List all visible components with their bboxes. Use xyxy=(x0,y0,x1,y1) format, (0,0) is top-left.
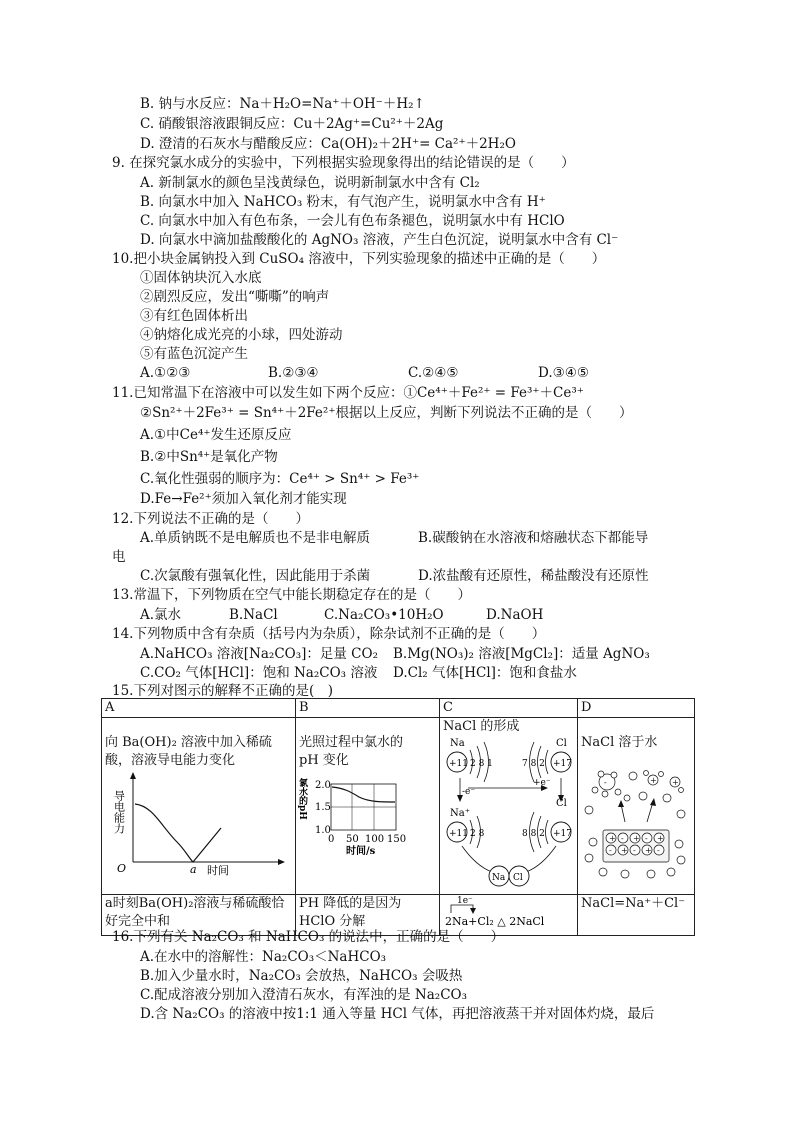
cl-ion-nucleus-label: +17 xyxy=(553,829,572,839)
explain-d-text: NaCl=Na⁺＋Cl⁻ xyxy=(581,896,686,911)
figure-d-caption: NaCl 溶于水 xyxy=(581,735,658,750)
explain-d xyxy=(578,895,695,936)
x-tick: 50 xyxy=(346,834,359,845)
nacl-formation-diagram xyxy=(440,736,578,888)
option-8b: B. 钠与水反应：Na＋H₂O=Na⁺＋OH⁻＋H₂↑ xyxy=(140,96,425,112)
cl-ion-shells: 8 8 2 xyxy=(522,829,545,839)
question-10: 10.把小块金属钠投入到 CuSO₄ 溶液中，下列实验现象的描述中正确的是（ ） xyxy=(112,251,606,267)
ph-curve xyxy=(332,787,395,802)
point-a-label: a xyxy=(190,863,197,876)
option-14b: B.Mg(NO₃)₂ 溶液[MgCl₂]：适量 AgNO₃ xyxy=(393,646,650,662)
electron-transfer-equation xyxy=(443,895,573,929)
na-ion-label: Na⁺ xyxy=(450,808,470,819)
explain-b-line1: PH 降低的是因为 xyxy=(299,896,402,911)
option-10a: A.①②③ xyxy=(140,365,191,381)
option-9b: B. 向氯水中加入 NaHCO₃ 粉末，有气泡产生，说明氯水中含有 H⁺ xyxy=(140,194,546,210)
svg-text:-: - xyxy=(657,846,660,855)
question-15: 15.下列对图示的解释不正确的是( ) xyxy=(112,683,334,699)
option-12d: D.浓盐酸有还原性，稀盐酸没有还原性 xyxy=(418,568,649,584)
svg-text:+: + xyxy=(672,778,679,787)
conductivity-graph xyxy=(105,770,291,875)
option-12c: C.次氯酸有强氧化性，因此能用于杀菌 xyxy=(140,568,371,584)
option-16a: A.在水中的溶解性：Na₂CO₃＜NaHCO₃ xyxy=(140,949,387,965)
option-13c: C.Na₂CO₃•10H₂O xyxy=(324,607,444,623)
option-10c: C.②④⑤ xyxy=(408,365,459,381)
y-axis-label: 导电能力 xyxy=(112,790,126,834)
electron-count-label: 1e⁻ xyxy=(457,896,473,906)
statement-10-3: ③有红色固体析出 xyxy=(140,308,248,324)
question-14: 14.下列物质中含有杂质（括号内为杂质），除杂试剂不正确的是（ ） xyxy=(112,626,546,642)
column-d-head: D xyxy=(578,699,695,718)
na-ion-nucleus-label: +11 xyxy=(449,829,468,839)
x-tick: 100 xyxy=(365,834,385,845)
origin-label: O xyxy=(117,862,127,875)
svg-text:-: - xyxy=(604,778,607,787)
svg-text:-: - xyxy=(633,846,636,855)
option-8d: D. 澄清的石灰水与醋酸反应：Ca(OH)₂＋2H⁺= Ca²⁺＋2H₂O xyxy=(140,136,516,152)
svg-text:+: + xyxy=(633,834,640,843)
option-9d: D. 向氯水中滴加盐酸酸化的 AgNO₃ 溶液，产生白色沉淀，说明氯水中含有 Cl⁻ xyxy=(140,232,619,248)
gain-electron-label: +e⁻ xyxy=(533,778,551,788)
pair-na-label: Na xyxy=(492,873,506,883)
cl-atom-label: Cl xyxy=(556,738,567,749)
column-c-head: C xyxy=(440,699,578,718)
question-11: 11.已知常温下在溶液中可以发生如下两个反应：①Ce⁴⁺＋Fe²⁺ = Fe³⁺＋Ce³⁺ xyxy=(112,385,584,401)
svg-text:-: - xyxy=(609,846,612,855)
na-atom-label: Na xyxy=(450,738,465,749)
question-12: 12.下列说法不正确的是（ ） xyxy=(112,511,309,527)
figure-c-caption: NaCl 的形成 xyxy=(443,719,520,734)
svg-text:-: - xyxy=(621,834,624,843)
x-axis-label: 时间/s xyxy=(346,846,376,857)
lose-electron-label: -e⁻ xyxy=(462,787,476,797)
na-nucleus-label: +11 xyxy=(449,759,468,769)
explain-a-text: a时刻Ba(OH)₂溶液与稀硫酸恰好完全中和 xyxy=(105,896,285,929)
y-tick: 2.0 xyxy=(315,780,331,791)
pair-cl-label: Cl xyxy=(513,873,523,883)
nacl-dissolving-diagram xyxy=(581,752,691,882)
question-16: 16.下列有关 Na₂CO₃ 和 NaHCO₃ 的说法中，正确的是（ ） xyxy=(112,929,505,945)
option-16d: D.含 Na₂CO₃ 的溶液中按1:1 通入等量 HCl 气体，再把溶液蒸干并对固体灼烧，最后 xyxy=(140,1006,655,1022)
question-13: 13.常温下，下列物质在空气中能长期稳定存在的是（ ） xyxy=(112,587,471,603)
option-13b: B.NaCl xyxy=(229,607,278,623)
cl-nucleus-label: +17 xyxy=(553,759,572,769)
ph-graph xyxy=(299,770,437,875)
y-axis-label: 氯水的pH xyxy=(297,778,307,820)
option-16c: C.配成溶液分别加入澄清石灰水，有浑浊的是 Na₂CO₃ xyxy=(140,987,468,1003)
cl-shells: 7 8 2 xyxy=(522,759,545,769)
option-14d: D.Cl₂ 气体[HCl]：饱和食盐水 xyxy=(393,665,577,681)
figure-b-cell xyxy=(296,718,440,895)
x-tick: 150 xyxy=(387,834,407,845)
option-11c: C.氧化性强弱的顺序为：Ce⁴⁺ > Sn⁴⁺ > Fe³⁺ xyxy=(140,471,420,487)
option-12b-wrap: 电 xyxy=(112,549,126,565)
option-13a: A.氯水 xyxy=(140,607,182,623)
option-10b: B.②③④ xyxy=(268,365,319,381)
x-tick: 0 xyxy=(328,834,335,845)
svg-text:+: + xyxy=(657,834,664,843)
statement-10-1: ①固体钠块沉入水底 xyxy=(140,270,262,286)
statement-10-5: ⑤有蓝色沉淀产生 xyxy=(140,346,248,362)
question-11-line2: ②Sn²⁺＋2Fe³⁺ = Sn⁴⁺＋2Fe²⁺根据以上反应，判断下列说法不正确的是（ ） xyxy=(140,405,633,421)
option-13d: D.NaOH xyxy=(486,607,544,623)
option-11b: B.②中Sn⁴⁺是氧化产物 xyxy=(140,449,278,465)
question-15-table xyxy=(101,698,695,936)
svg-text:-: - xyxy=(645,834,648,843)
cl-ion-label: Cl xyxy=(556,798,567,809)
equation-text: 2Na+Cl₂ △ 2NaCl xyxy=(445,915,545,928)
y-tick: 1.0 xyxy=(315,825,331,836)
y-tick: 1.5 xyxy=(315,802,331,813)
option-10d: D.③④⑤ xyxy=(538,365,589,381)
figure-a-caption: 向 Ba(OH)₂ 溶液中加入稀硫酸，溶液导电能力变化 xyxy=(105,735,272,768)
question-9: 9. 在探究氯水成分的实验中，下列根据实验现象得出的结论错误的是（ ） xyxy=(112,155,575,171)
option-11a: A.①中Ce⁴⁺发生还原反应 xyxy=(140,427,292,443)
svg-text:+: + xyxy=(645,846,652,855)
option-11d: D.Fe→Fe²⁺须加入氧化剂才能实现 xyxy=(140,491,347,507)
option-9a: A. 新制氯水的颜色呈浅黄绿色，说明新制氯水中含有 Cl₂ xyxy=(140,175,480,191)
svg-text:+: + xyxy=(609,834,616,843)
figure-c-cell xyxy=(440,718,578,895)
column-b-head: B xyxy=(296,699,440,718)
option-16b: B.加入少量水时，Na₂CO₃ 会放热，NaHCO₃ 会吸热 xyxy=(140,968,463,984)
figure-b-caption-2: pH 变化 xyxy=(299,753,349,768)
statement-10-4: ④钠熔化成光亮的小球，四处游动 xyxy=(140,327,343,343)
option-14a: A.NaHCO₃ 溶液[Na₂CO₃]：足量 CO₂ xyxy=(140,646,378,662)
figure-b-caption-1: 光照过程中氯水的 xyxy=(299,735,404,750)
option-8c: C. 硝酸银溶液跟铜反应：Cu＋2Ag⁺=Cu²⁺＋2Ag xyxy=(140,116,444,132)
option-14c: C.CO₂ 气体[HCl]：饱和 Na₂CO₃ 溶液 xyxy=(140,665,378,681)
svg-text:+: + xyxy=(621,846,628,855)
conductivity-curve xyxy=(135,804,221,862)
figure-a-cell xyxy=(102,718,296,895)
option-12b: B.碳酸钠在水溶液和熔融状态下都能导 xyxy=(418,530,649,546)
na-ion-shells: 2 8 xyxy=(470,829,485,839)
statement-10-2: ②剧烈反应，发出“嘶嘶”的响声 xyxy=(140,289,330,305)
option-12a: A.单质钠既不是电解质也不是非电解质 xyxy=(140,530,371,546)
column-a-head: A xyxy=(102,699,296,718)
explain-b-line2: HClO 分解 xyxy=(299,914,366,929)
na-shells: 2 8 1 xyxy=(470,759,493,769)
figure-d-cell xyxy=(578,718,695,895)
option-9c: C. 向氯水中加入有色布条，一会儿有色布条褪色，说明氯水中有 HClO xyxy=(140,213,565,229)
x-axis-label: 时间 xyxy=(207,864,229,877)
svg-text:+: + xyxy=(650,776,657,785)
